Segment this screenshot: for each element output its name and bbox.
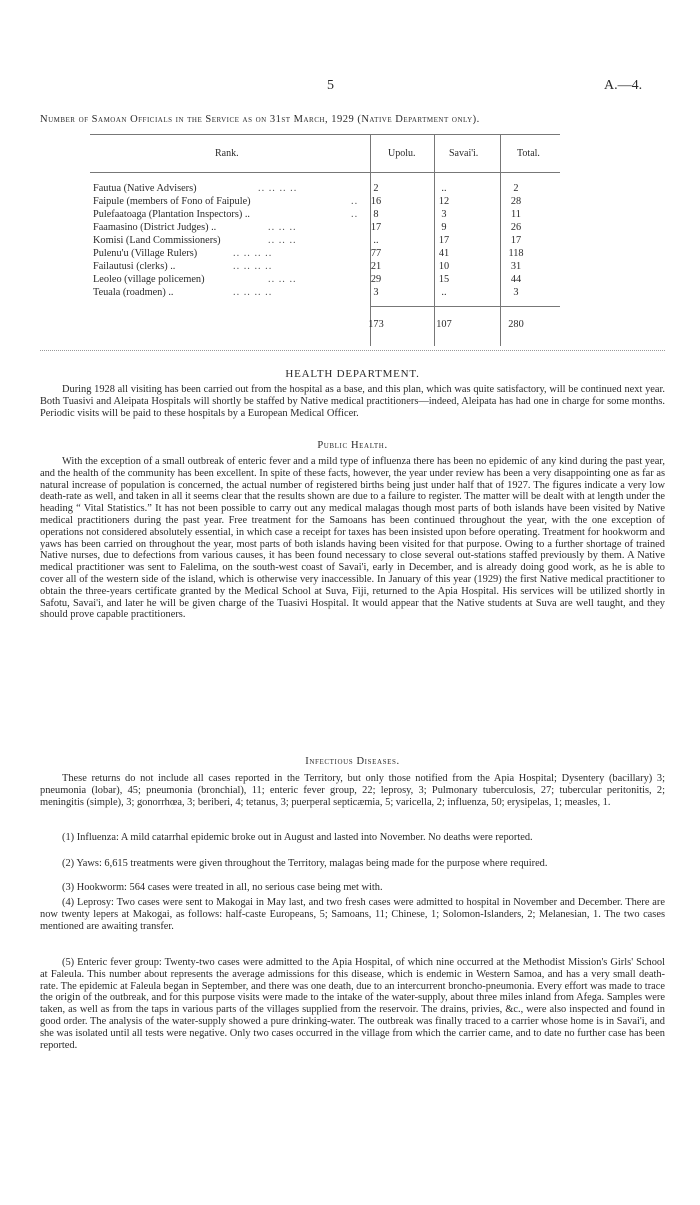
row-rank: Pulenu'u (Village Rulers) bbox=[93, 248, 198, 259]
row-savaii: .. bbox=[441, 287, 447, 298]
column-header-rank: Rank. bbox=[215, 148, 239, 159]
table-header-rule bbox=[90, 172, 560, 173]
row-leader-dots: .. .. .. bbox=[268, 222, 297, 233]
row-rank: Pulefaatoaga (Plantation Inspectors) .. bbox=[93, 209, 250, 220]
table-row bbox=[93, 222, 563, 234]
column-header-upolu: Upolu. bbox=[388, 148, 416, 159]
public-health-paragraph: With the exception of a small outbreak of enteric fever and a mild type of influenza there has been no epidemic of any kind during the past year, and the health of the community has been excellent. In spite of these facts, however, the year under review has been a very disappointing one as far as natural increase of population is concerned, the actual number of registered births being just under half that of 1927. The figures indicate a very low death-rate as well, and taken in all it seems clear that the results shown are due to a failure to register. The matter will be dealt with at length under the heading “ Vital Statistics.” It has not been possible to carry out any medical malagas though most parts of both islands have been visited by Native medical practitioners during the past year. Free treatment for the Samoans has been continued throughout the year, with the one exception of operations not considered absolutely essential, in which case a receipt for taxes has been insisted upon before operating. Treatment for hookworm and yaws has been carried on throughout the year, most parts of both islands having been visited for that purpose. Owing to a further shortage of trained Native nurses, due to defections from various causes, it has been found necessary to close several out-stations staffed previously by them. A Native medical practitioner was sent to Falelima, on the south-west coast of Savai'i, early in December, and is already doing good work, as he is able to cover all of the western side of the island, which is otherwise very inaccessible. In January of this year (1929) the first Native medical practitioner to obtain the three-years certificate granted by the Medical School at Suva, Fiji, returned to the Apia Hospital. His services will be utilized shortly in Safotu, Savai'i, and later he will be given charge of the Tuasivi Hospital. It would appear that the Native students at Suva are well taught, and they should prove capable practitioners. bbox=[40, 456, 665, 621]
row-total: 26 bbox=[510, 222, 522, 233]
row-upolu: 16 bbox=[370, 196, 382, 207]
row-upolu: 2 bbox=[373, 183, 379, 194]
row-leader-dots: .. .. .. .. bbox=[233, 248, 273, 259]
row-total: 3 bbox=[513, 287, 519, 298]
table-row bbox=[93, 287, 563, 299]
column-header-total: Total. bbox=[517, 148, 540, 159]
public-health-heading: Public Health. bbox=[317, 440, 388, 451]
row-rank: Failautusi (clerks) .. bbox=[93, 261, 176, 272]
section-divider bbox=[40, 350, 665, 351]
row-savaii: 41 bbox=[438, 248, 450, 259]
row-leader-dots: .. bbox=[351, 196, 359, 207]
column-header-savaii: Savai'i. bbox=[449, 148, 479, 159]
row-leader-dots: .. .. .. .. bbox=[258, 183, 298, 194]
table-row bbox=[93, 261, 563, 273]
row-savaii: 15 bbox=[438, 274, 450, 285]
total-all: 280 bbox=[508, 319, 524, 330]
row-total: 44 bbox=[510, 274, 522, 285]
table-row bbox=[93, 274, 563, 286]
row-leader-dots: .. .. .. .. bbox=[233, 261, 273, 272]
table-row bbox=[93, 196, 563, 208]
row-rank: Teuala (roadmen) .. bbox=[93, 287, 174, 298]
page-reference: A.—4. bbox=[604, 78, 643, 93]
row-leader-dots: .. .. .. .. bbox=[233, 287, 273, 298]
row-leader-dots: .. bbox=[351, 209, 359, 220]
hookworm-paragraph: (3) Hookworm: 564 cases were treated in all, no serious case being met with. bbox=[62, 882, 383, 893]
row-upolu: 77 bbox=[370, 248, 382, 259]
row-rank: Faamasino (District Judges) .. bbox=[93, 222, 217, 233]
row-total: 17 bbox=[510, 235, 522, 246]
row-total: 11 bbox=[511, 209, 521, 220]
row-upolu: .. bbox=[373, 235, 379, 246]
table-row bbox=[93, 248, 563, 260]
row-savaii: 12 bbox=[438, 196, 450, 207]
table-title: Number of Samoan Officials in the Service as on 31st March, 1929 (Native Department only). bbox=[40, 114, 480, 125]
table-row bbox=[93, 235, 563, 247]
row-total: 2 bbox=[513, 183, 519, 194]
health-department-heading: HEALTH DEPARTMENT. bbox=[285, 368, 420, 380]
row-rank: Fautua (Native Advisers) bbox=[93, 183, 197, 194]
total-upolu: 173 bbox=[368, 319, 384, 330]
row-savaii: 9 bbox=[441, 222, 447, 233]
row-savaii: 17 bbox=[438, 235, 450, 246]
page-number: 5 bbox=[327, 78, 334, 93]
table-top-rule bbox=[90, 134, 560, 135]
total-savaii: 107 bbox=[436, 319, 452, 330]
row-total: 31 bbox=[510, 261, 522, 272]
row-savaii: 10 bbox=[438, 261, 450, 272]
table-sum-rule bbox=[370, 306, 560, 307]
row-savaii: 3 bbox=[441, 209, 447, 220]
leprosy-paragraph: (4) Leprosy: Two cases were sent to Makogai in May last, and two fresh cases were admitted to hospital in November and December. There are now twenty lepers at Makogai, as follows: half-caste Europeans, 5; Samoans, 11; Chinese, 1; Solomon-Islanders, 2; Melanesian, 1. The two cases mentioned are awaiting transfer. bbox=[40, 897, 665, 932]
row-upolu: 8 bbox=[373, 209, 379, 220]
row-total: 118 bbox=[508, 248, 524, 259]
row-total: 28 bbox=[510, 196, 522, 207]
row-rank: Komisi (Land Commissioners) bbox=[93, 235, 221, 246]
influenza-paragraph: (1) Influenza: A mild catarrhal epidemic broke out in August and lasted into November. No deaths were reported. bbox=[62, 832, 533, 843]
table-row bbox=[93, 209, 563, 221]
health-intro-paragraph: During 1928 all visiting has been carried out from the hospital as a base, and this plan, which was quite satisfactory, will be continued next year. Both Tuasivi and Aleipata Hospitals will shortly be staffed by Native medical practitioners—indeed, Aleipata has had one in charge for some months. Periodic visits will be paid to these hospitals by a European Medical Officer. bbox=[40, 384, 665, 419]
row-upolu: 21 bbox=[370, 261, 382, 272]
row-leader-dots: .. .. .. bbox=[268, 235, 297, 246]
yaws-paragraph: (2) Yaws: 6,615 treatments were given throughout the Territory, malagas being made for the purpose where required. bbox=[62, 858, 548, 869]
infectious-intro-paragraph: These returns do not include all cases reported in the Territory, but only those notified from the Apia Hospital; Dysentery (bacillary) 3; pneumonia (lobar), 45; pneumonia (bronchial), 11; enteric fever group, 22; leprosy, 3; Pulmonary tuberculosis, 27; tubercular peritonitis, 2; meningitis (simple), 3; gonorrhœa, 3; beriberi, 4; tetanus, 3; puerperal septicæmia, 5; varicella, 2; influenza, 50; erysipelas, 1; measles, 1. bbox=[40, 773, 665, 808]
row-rank: Leoleo (village policemen) bbox=[93, 274, 205, 285]
enteric-fever-paragraph: (5) Enteric fever group: Twenty-two cases were admitted to the Apia Hospital, of which nine occurred at the Methodist Mission's Girls' School at Faleula. This number about represents the average admissions for this disease, which is endemic in Western Samoa, and has a very small death-rate. The epidemic at Faleula began in September, and there was one death, due to an intercurrent broncho-pneumonia. Every effort was made to trace the origin of the outbreak, and for this purpose visits were made to the intake of the water-supply, about three miles inland from Afega. Samples were taken, as well as from the taps in various parts of the villages supplied from the reservoir. The drains, privies, &c., were also inspected and found in good order. The analysis of the water-supply showed a pure drinking-water. The outbreak was finally traced to a carrier whose home is in Savai'i, and she was isolated until all tests were negative. Only two cases occurred in the village from which the carrier came, and to date no further case has been reported. bbox=[40, 957, 665, 1051]
row-upolu: 3 bbox=[373, 287, 379, 298]
row-upolu: 29 bbox=[370, 274, 382, 285]
infectious-diseases-heading: Infectious Diseases. bbox=[305, 756, 400, 767]
row-savaii: .. bbox=[441, 183, 447, 194]
row-upolu: 17 bbox=[370, 222, 382, 233]
table-row bbox=[93, 183, 563, 195]
row-leader-dots: .. .. .. bbox=[268, 274, 297, 285]
row-rank: Faipule (members of Fono of Faipule) bbox=[93, 196, 251, 207]
